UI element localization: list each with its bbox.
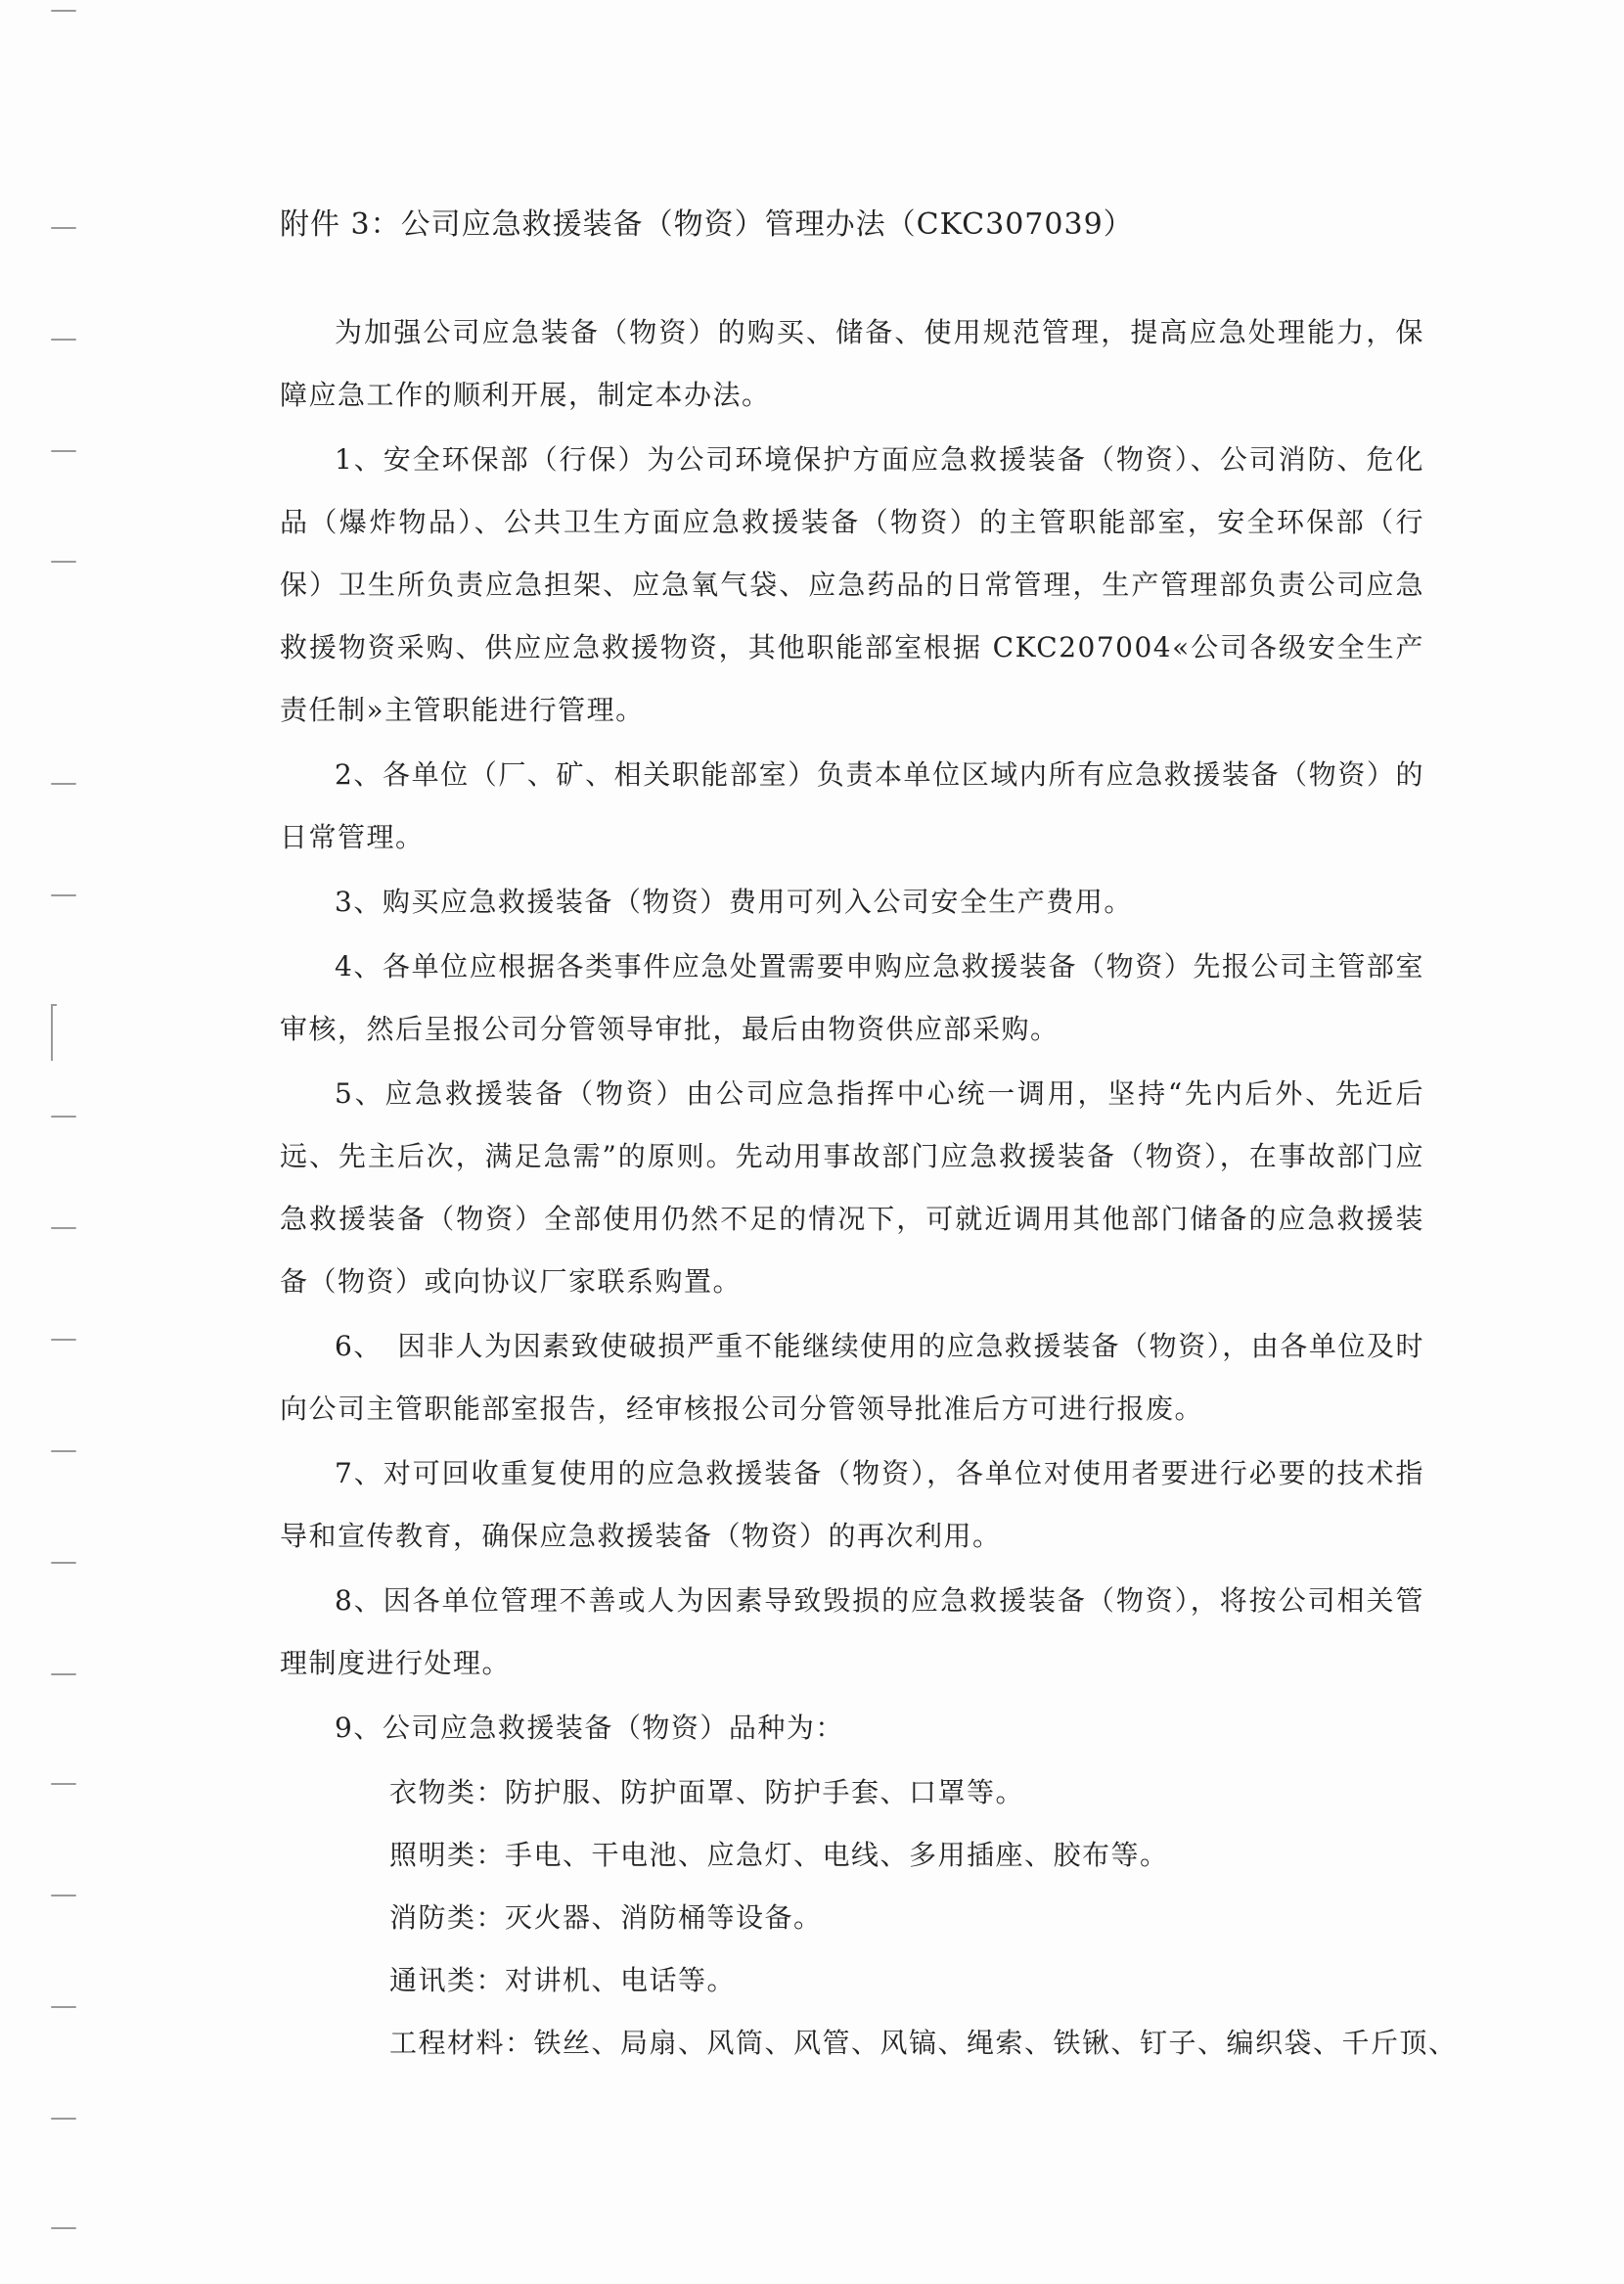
- binding-mark: [51, 2227, 76, 2229]
- binding-mark: [51, 227, 76, 229]
- category-item-communication: 通讯类：对讲机、电话等。: [389, 1964, 737, 1996]
- binding-mark: [51, 1227, 76, 1229]
- binding-mark: [51, 10, 76, 12]
- binding-mark: [51, 1562, 76, 1564]
- clause-8: 8、因各单位管理不善或人为因素导致毁损的应急救援装备（物资），将按公司相关管理制度进行处理。: [280, 1584, 1424, 1679]
- binding-mark: [51, 339, 76, 341]
- document-body: [280, 202, 1458, 2075]
- category-item-firefighting: 消防类：灭火器、消防桶等设备。: [389, 1901, 823, 1934]
- binding-mark: [51, 894, 76, 896]
- binding-mark: [51, 2118, 76, 2120]
- binding-mark: [51, 1004, 57, 1061]
- category-item-lighting: 照明类：手电、干电池、应急灯、电线、多用插座、胶布等。: [389, 1839, 1169, 1871]
- intro-paragraph: 为加强公司应急装备（物资）的购买、储备、使用规范管理，提高应急处理能力，保障应急工作的顺利开展，制定本办法。: [280, 316, 1424, 411]
- binding-mark: [51, 783, 76, 785]
- clause-7: 7、对可回收重复使用的应急救援装备（物资），各单位对使用者要进行必要的技术指导和宣传教育，确保应急救援装备（物资）的再次利用。: [280, 1457, 1424, 1552]
- clause-6: 6、 因非人为因素致使破损严重不能继续使用的应急救援装备（物资），由各单位及时向公司主管职能部室报告，经审核报公司分管领导批准后方可进行报废。: [280, 1330, 1424, 1425]
- document-title: 附件 3：公司应急救援装备（物资）管理办法（CKC307039）: [280, 207, 1134, 242]
- clause-4: 4、各单位应根据各类事件应急处置需要申购应急救援装备（物资）先报公司主管部室审核，然后呈报公司分管领导审批，最后由物资供应部采购。: [280, 950, 1424, 1045]
- binding-mark: [51, 1673, 76, 1675]
- binding-mark: [51, 561, 76, 563]
- clause-1: 1、安全环保部（行保）为公司环境保护方面应急救援装备（物资）、公司消防、危化品（爆炸物品）、公共卫生方面应急救援装备（物资）的主管职能部室，安全环保部（行保）卫生所负责应急担架、应急氧气袋、应急药品的日常管理，生产管理部负责公司应急救援物资采购、供应应急救援物资，其他职能部室根据 CKC207004«公司各级安全生产责任制»主管职能进行管理。: [280, 443, 1424, 726]
- binding-mark: [51, 2006, 76, 2008]
- equipment-category-list: [280, 1761, 1458, 2075]
- clause-2: 2、各单位（厂、矿、相关职能部室）负责本单位区域内所有应急救援装备（物资）的日常管理。: [280, 758, 1424, 853]
- clause-3: 3、购买应急救援装备（物资）费用可列入公司安全生产费用。: [335, 886, 1133, 918]
- binding-mark: [51, 450, 76, 452]
- binding-mark: [51, 1339, 76, 1341]
- binding-mark: [51, 1116, 76, 1118]
- binding-mark: [51, 1895, 76, 1896]
- category-item-engineering: 工程材料：铁丝、局扇、风筒、风管、风镐、绳索、铁锹、钉子、编织袋、千斤顶、: [389, 2027, 1458, 2059]
- binding-mark: [51, 1783, 76, 1785]
- binding-mark: [51, 1450, 76, 1452]
- category-item-clothing: 衣物类：防护服、防护面罩、防护手套、口罩等。: [389, 1776, 1025, 1808]
- clause-9: 9、公司应急救援装备（物资）品种为：: [335, 1712, 844, 1744]
- binding-hole-marks: [51, 0, 90, 2284]
- clause-5: 5、应急救援装备（物资）由公司应急指挥中心统一调用，坚持“先内后外、先近后远、先主后次，满足急需”的原则。先动用事故部门应急救援装备（物资），在事故部门应急救援装备（物资）全部使用仍然不足的情况下，可就近调用其他部门储备的应急救援装备（物资）或向协议厂家联系购置。: [280, 1077, 1424, 1298]
